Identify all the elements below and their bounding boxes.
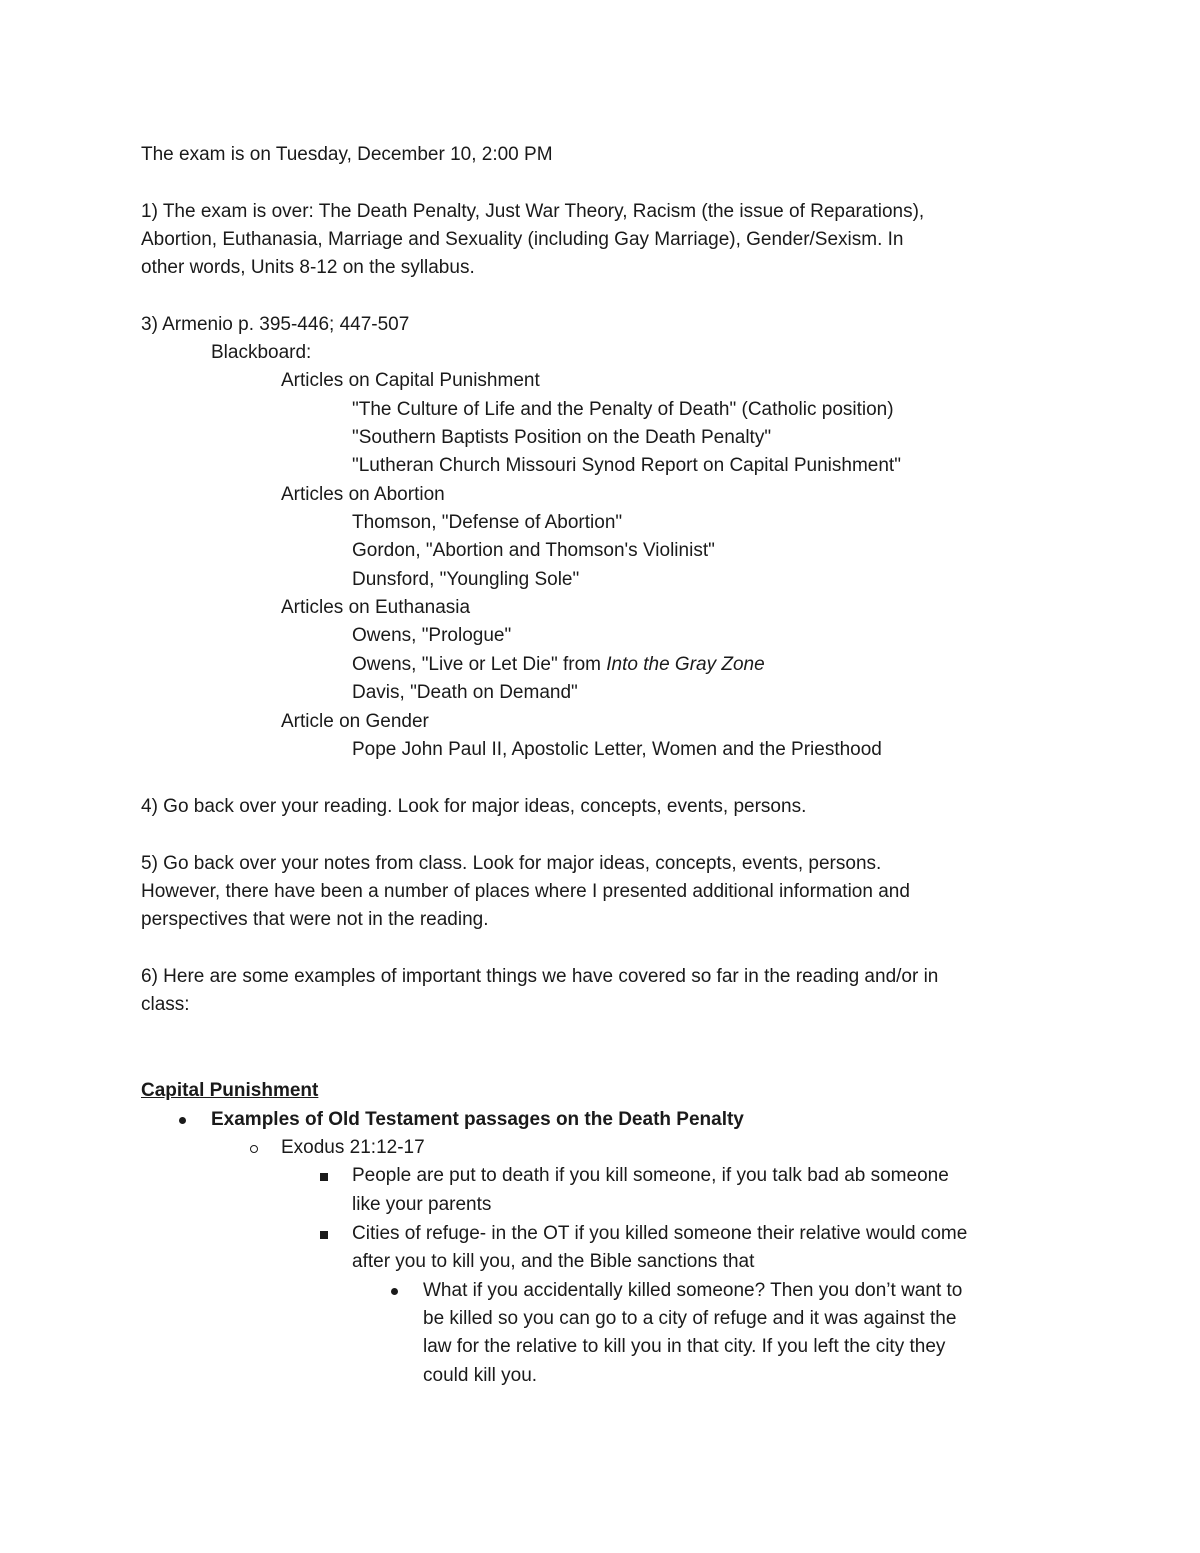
- item5-line1: 5) Go back over your notes from class. Look for major ideas, concepts, events, persons.: [141, 853, 882, 874]
- item1-line1: 1) The exam is over: The Death Penalty, Just War Theory, Racism (the issue of Reparations),: [141, 201, 925, 222]
- abortion-article-3: Dunsford, "Youngling Sole": [352, 569, 580, 590]
- capital-article-3: "Lutheran Church Missouri Synod Report on Capital Punishment": [352, 455, 901, 476]
- gender-article-1: Pope John Paul II, Apostolic Letter, Women and the Priesthood: [352, 739, 882, 760]
- point2-line1: Cities of refuge- in the OT if you killed someone their relative would come: [352, 1223, 968, 1244]
- point1-line2: like your parents: [352, 1194, 492, 1215]
- item4-line: 4) Go back over your reading. Look for major ideas, concepts, events, persons.: [141, 796, 807, 817]
- abortion-articles-heading: Articles on Abortion: [281, 484, 445, 505]
- item1-line3: other words, Units 8-12 on the syllabus.: [141, 257, 475, 278]
- abortion-article-1: Thomson, "Defense of Abortion": [352, 512, 623, 533]
- gender-article-heading: Article on Gender: [281, 711, 429, 732]
- item3-line1: 3) Armenio p. 395-446; 447-507: [141, 314, 410, 335]
- point2-line2: after you to kill you, and the Bible sanctions that: [352, 1251, 755, 1272]
- item5-line2: However, there have been a number of places where I presented additional information and: [141, 881, 910, 902]
- euthanasia-article-2-prefix: Owens, "Live or Let Die" from: [352, 654, 607, 675]
- point1-line1: People are put to death if you kill someone, if you talk bad ab someone: [352, 1165, 949, 1186]
- euthanasia-article-3: Davis, "Death on Demand": [352, 682, 578, 703]
- ot-passages-bullet: Examples of Old Testament passages on the Death Penalty: [211, 1109, 744, 1130]
- item6-line2: class:: [141, 994, 190, 1015]
- euthanasia-articles-heading: Articles on Euthanasia: [281, 597, 471, 618]
- capital-punishment-heading: Capital Punishment: [141, 1080, 319, 1101]
- item5-line3: perspectives that were not in the reading.: [141, 909, 489, 930]
- question-line1: What if you accidentally killed someone? Then you don’t want to: [423, 1280, 963, 1301]
- exodus-subbullet: Exodus 21:12-17: [281, 1137, 425, 1158]
- blackboard-label: Blackboard:: [211, 342, 312, 363]
- question-line3: law for the relative to kill you in that city. If you left the city they: [423, 1336, 946, 1357]
- item6-line1: 6) Here are some examples of important things we have covered so far in the reading and/or in: [141, 966, 939, 987]
- euthanasia-article-1: Owens, "Prologue": [352, 625, 512, 646]
- capital-article-1: "The Culture of Life and the Penalty of Death" (Catholic position): [352, 399, 894, 420]
- capital-article-2: "Southern Baptists Position on the Death Penalty": [352, 427, 772, 448]
- abortion-article-2: Gordon, "Abortion and Thomson's Violinist": [352, 540, 715, 561]
- bullet-dot-icon: [179, 1117, 186, 1124]
- capital-articles-heading: Articles on Capital Punishment: [281, 370, 540, 391]
- item1-line2: Abortion, Euthanasia, Marriage and Sexuality (including Gay Marriage), Gender/Sexism. In: [141, 229, 904, 250]
- exam-date-line: The exam is on Tuesday, December 10, 2:00 PM: [141, 144, 553, 165]
- bullet-square-icon: [320, 1231, 328, 1239]
- book-title: Into the Gray Zone: [606, 654, 765, 675]
- bullet-square-icon: [320, 1173, 328, 1181]
- euthanasia-article-2: [352, 651, 765, 679]
- bullet-dot-icon: [391, 1288, 398, 1295]
- question-line2: be killed so you can go to a city of refuge and it was against the: [423, 1308, 957, 1329]
- question-line4: could kill you.: [423, 1365, 538, 1386]
- bullet-circle-icon: [250, 1145, 258, 1153]
